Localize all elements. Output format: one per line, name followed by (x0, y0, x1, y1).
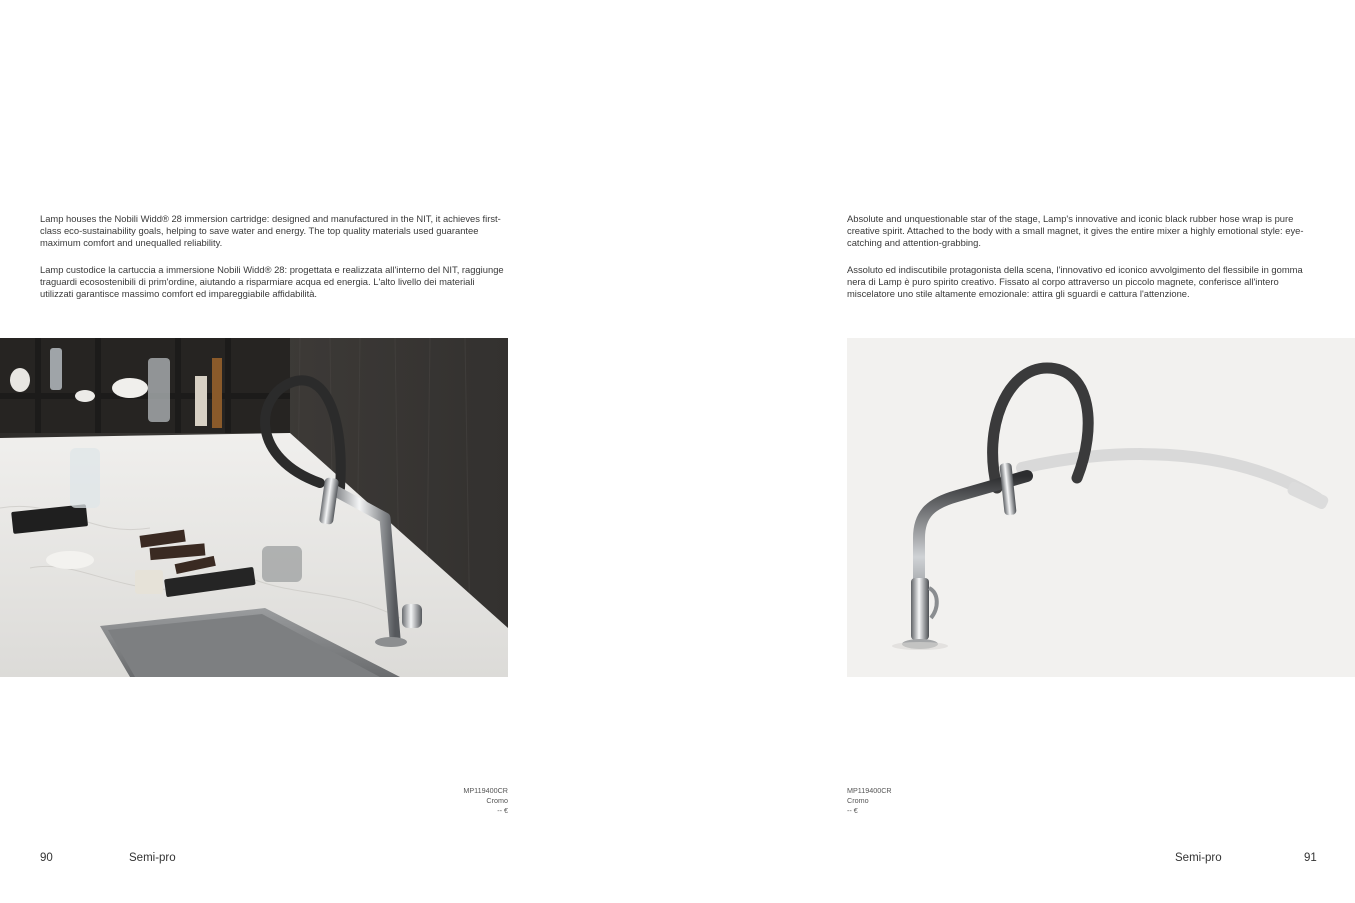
product-finish: Cromo (847, 796, 869, 805)
intro-paragraph-english: Absolute and unquestionable star of the stage, Lamp's innovative and iconic black rubber hose wrap is pure creative spirit. Attached to the body with a small magnet, it gives the entire mixer a highly emotional style: eye-catching and attention-grabbing. (847, 213, 1304, 248)
product-finish: Cromo (486, 796, 508, 805)
left-page (0, 0, 677, 903)
product-price: -- € (847, 806, 858, 815)
product-price: -- € (497, 806, 508, 815)
kitchen-faucet-lifestyle-photo (0, 338, 508, 677)
page-number: 91 (1304, 852, 1317, 864)
product-info (847, 786, 947, 816)
product-code: MP119400CR (847, 786, 892, 795)
right-page (678, 0, 1355, 903)
intro-paragraph-italian: Lamp custodice la cartuccia a immersione Nobili Widd® 28: progettata e realizzata all'interno del NIT, raggiunge traguardi ecosostenibili di prim'ordine, aiutando a risparmiare acqua ed energia. L'alto livello dei materiali utilizzati garantisce massimo comfort ed impareggiabile affidabilità. (40, 264, 504, 299)
product-info (408, 786, 508, 816)
section-title: Semi-pro (129, 852, 176, 864)
faucet-product-photo (847, 338, 1355, 677)
page-number: 90 (40, 852, 53, 864)
section-title: Semi-pro (1175, 852, 1222, 864)
product-code: MP119400CR (463, 786, 508, 795)
intro-paragraph-italian: Assoluto ed indiscutibile protagonista della scena, l'innovativo ed iconico avvolgimento del flessibile in gomma nera di Lamp è puro spirito creativo. Fissato al corpo attraverso un piccolo magnete, conferisce all'intero miscelatore uno stile altamente emozionale: attira gli sguardi e cattura l'attenzione. (847, 264, 1303, 299)
intro-paragraph-english: Lamp houses the Nobili Widd® 28 immersion cartridge: designed and manufactured in the NIT, it achieves first-class eco-sustainability goals, helping to save water and energy. The top quality materials used guarantee maximum comfort and unequalled reliability. (40, 213, 501, 248)
